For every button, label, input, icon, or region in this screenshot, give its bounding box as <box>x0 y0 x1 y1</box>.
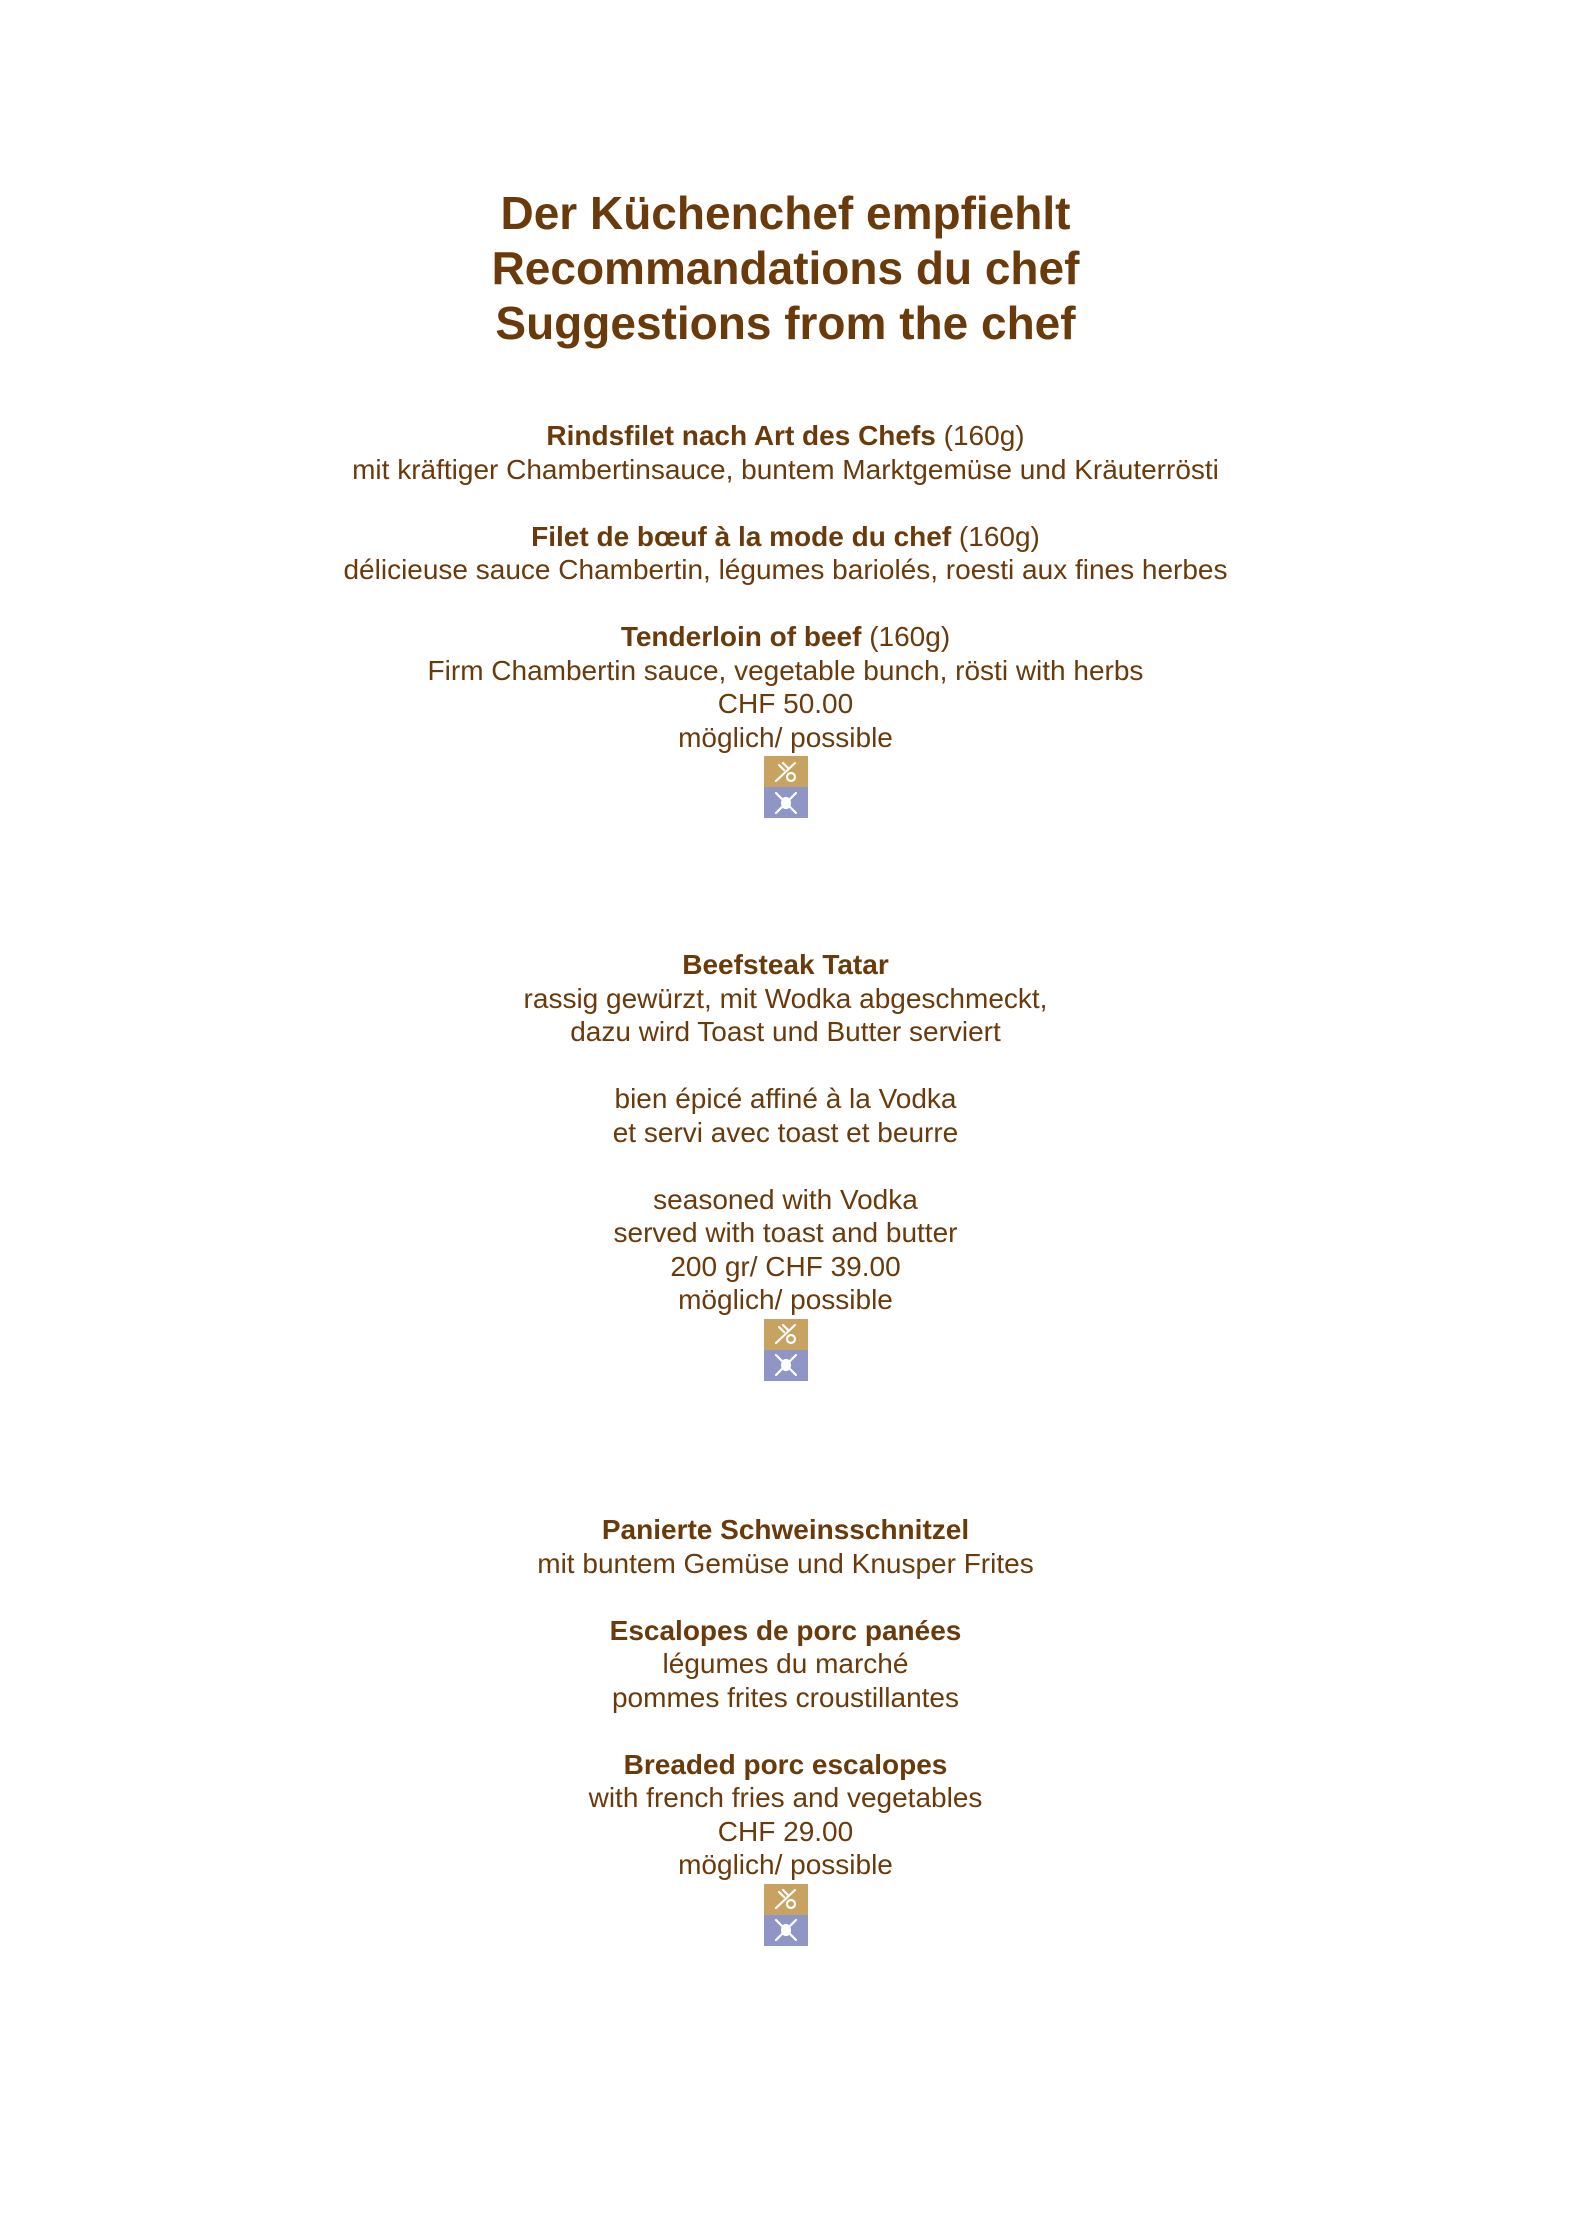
dish-desc-fr-2: et servi avec toast et beurre <box>612 1116 959 1148</box>
dish-desc-fr-1: bien épicé affiné à la Vodka <box>614 1083 957 1114</box>
dish-rindsfilet <box>0 419 1571 818</box>
dish-name-de: Panierte Schweinsschnitzel <box>601 1514 970 1545</box>
dish-name-fr: Escalopes de porc panées <box>609 1614 962 1646</box>
dish-beefsteak-tatar <box>0 948 1571 1381</box>
dish-price: CHF 29.00 <box>717 1815 854 1847</box>
takeaway-icon <box>764 1884 808 1915</box>
dish-desc-en-2: served with toast and butter <box>613 1217 958 1248</box>
menu-title <box>0 186 1571 351</box>
takeaway-icon <box>764 756 808 787</box>
dish-desc-de: mit kräftiger Chambertinsauce, buntem Marktgemüse und Kräuterrösti <box>352 453 1219 485</box>
availability-icons <box>0 756 1571 818</box>
availability-icons <box>0 1319 1571 1381</box>
dish-availability: möglich/ possible <box>678 1284 893 1315</box>
dish-availability: möglich/ possible <box>678 1849 893 1880</box>
title-french: Recommandations du chef <box>491 242 1080 294</box>
title-german: Der Küchenchef empfiehlt <box>500 187 1071 239</box>
dish-desc-de: mit buntem Gemüse und Knusper Frites <box>537 1547 1034 1579</box>
dish-desc-en: Firm Chambertin sauce, vegetable bunch, rösti with herbs <box>427 654 1144 686</box>
dish-name-de-line <box>0 419 1571 453</box>
dish-name-fr: Filet de bœuf à la mode du chef <box>531 520 952 552</box>
dish-schweinsschnitzel <box>0 1513 1571 1946</box>
takeaway-icon <box>764 1319 808 1350</box>
delivery-icon <box>764 1915 808 1946</box>
dish-desc-en: with french fries and vegetables <box>588 1782 983 1813</box>
dish-name-en: Tenderloin of beef <box>620 621 862 652</box>
dish-name-en: Breaded porc escalopes <box>623 1748 948 1780</box>
dish-name-en-line <box>0 620 1571 654</box>
title-english: Suggestions from the chef <box>495 297 1076 349</box>
dish-price: 200 gr/ CHF 39.00 <box>670 1250 901 1282</box>
delivery-icon <box>764 787 808 818</box>
dish-weight-de: (160g) <box>935 420 1025 451</box>
dish-desc-de-1: rassig gewürzt, mit Wodka abgeschmeckt, <box>523 982 1048 1014</box>
dish-name-fr-line <box>0 520 1571 554</box>
dish-availability: möglich/ possible <box>678 721 893 753</box>
dish-weight-en: (160g) <box>861 621 951 652</box>
dish-weight-fr: (160g) <box>951 520 1040 552</box>
dish-desc-fr: délicieuse sauce Chambertin, légumes bariolés, roesti aux fines herbes <box>343 554 1228 585</box>
dish-desc-fr-2: pommes frites croustillantes <box>611 1681 959 1713</box>
dish-name-de: Beefsteak Tatar <box>682 949 889 980</box>
dish-name-de: Rindsfilet nach Art des Chefs <box>546 420 936 451</box>
dish-desc-en-1: seasoned with Vodka <box>653 1183 918 1215</box>
availability-icons <box>0 1884 1571 1946</box>
dish-price: CHF 50.00 <box>717 688 854 719</box>
dish-desc-de-2: dazu wird Toast und Butter serviert <box>570 1016 1001 1047</box>
delivery-icon <box>764 1350 808 1381</box>
dish-desc-fr-1: légumes du marché <box>662 1648 909 1679</box>
